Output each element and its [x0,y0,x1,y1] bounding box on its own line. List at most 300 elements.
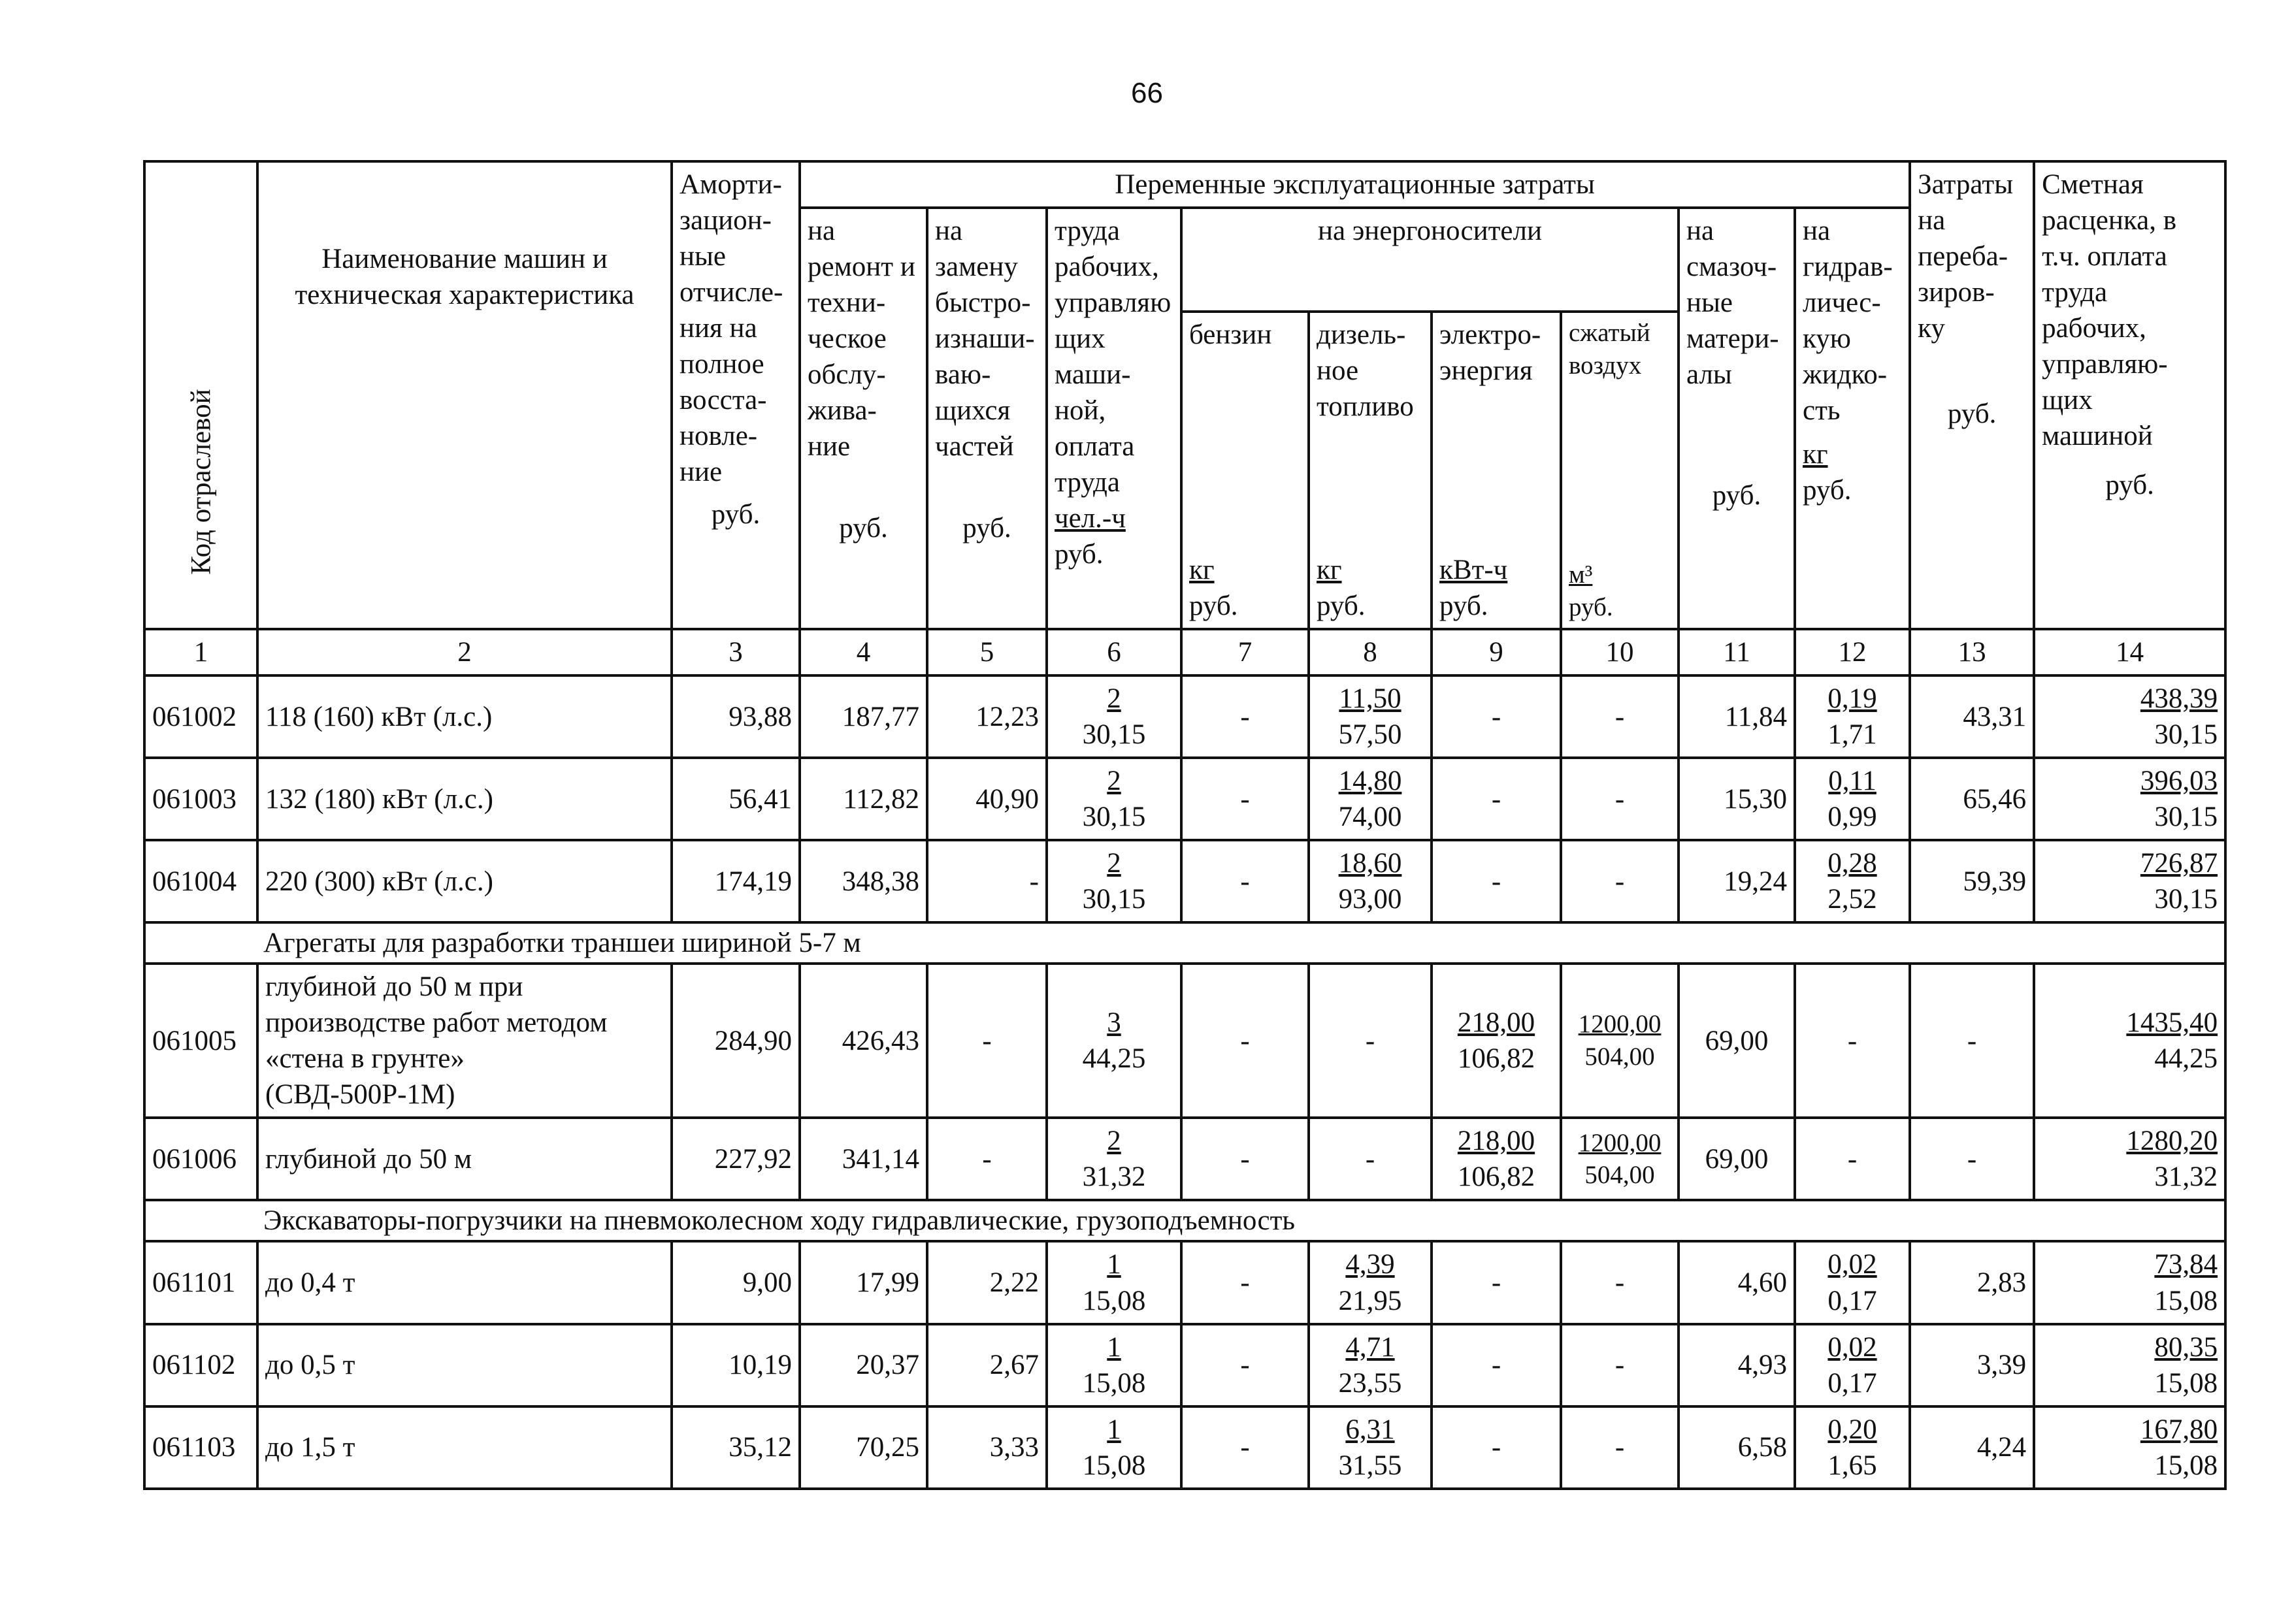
header-line: труда [1055,216,1121,247]
cell-diesel: - [1309,964,1432,1118]
cell-amortization: 227,92 [672,1118,800,1200]
cell-estimate [2034,1241,2225,1324]
cell-estimate-top: 80,35 [2154,1331,2218,1363]
cell-diesel [1309,840,1432,922]
header-line: ные [1686,287,1733,319]
cell-hydro-bottom: 0,17 [1827,1285,1877,1316]
cell-electric: - [1432,675,1561,758]
header-line: обслу- [808,359,886,391]
cell-estimate-bottom: 15,08 [2154,1367,2218,1399]
cell-hydro [1795,1241,1910,1324]
cell-labor-bottom: 15,08 [1082,1450,1146,1481]
header-line: быстро- [935,287,1031,319]
cell-electric-bottom: 106,82 [1457,1043,1535,1075]
cell-lube: 69,00 [1679,1118,1795,1200]
cell-hydro-bottom: 1,65 [1827,1450,1877,1481]
cell-code: 061102 [144,1324,257,1406]
cell-name: 118 (160) кВт (л.с.) [257,675,672,758]
cell-estimate-bottom: 31,32 [2154,1161,2218,1193]
cell-labor-top: 1 [1107,1331,1121,1363]
header-line: маши- [1055,359,1131,391]
gasoline-unit-top: кг [1189,554,1215,585]
section-row [144,1200,2225,1241]
relocation-lines [1918,167,2026,346]
cell-estimate [2034,1324,2225,1406]
cell-amortization: 9,00 [672,1241,800,1324]
cell-gasoline: - [1181,1324,1309,1406]
cell-amortization: 56,41 [672,758,800,840]
header-line: щихся [935,395,1011,427]
page-number: 66 [1131,77,1163,109]
gasoline-label: бензин [1189,319,1272,350]
cell-repair: 348,38 [800,840,927,922]
header-labor [1047,208,1181,629]
header-line: личес- [1803,287,1881,319]
cell-labor-bottom: 31,32 [1082,1161,1146,1193]
cell-air: - [1561,840,1679,922]
header-line: кую [1803,323,1851,355]
header-repair [800,208,927,629]
table-row [144,1324,2225,1406]
amort-lines [680,167,792,490]
header-line: рабочих, [1055,252,1159,283]
lube-lines [1686,213,1787,393]
repair-lines [808,213,919,464]
name-line: производстве работ методом [265,1007,608,1039]
header-line: ку [1918,313,1945,344]
cell-repair: 341,14 [800,1118,927,1200]
repair-unit: руб. [839,513,888,544]
cell-estimate-top: 396,03 [2140,766,2218,797]
header-line: щих [1055,323,1106,355]
cell-repair: 187,77 [800,675,927,758]
cell-code: 061002 [144,675,257,758]
cell-estimate [2034,1118,2225,1200]
column-number: 4 [800,629,927,675]
hydro-lines [1803,213,1902,429]
header-line: сть [1803,395,1841,427]
cell-diesel-top: 14,80 [1338,766,1402,797]
cell-lube: 4,60 [1679,1241,1795,1324]
cell-electric: - [1432,1324,1561,1406]
cell-labor-bottom: 15,08 [1082,1367,1146,1399]
header-line: смазоч- [1686,252,1777,283]
header-line: алы [1686,359,1732,391]
cell-diesel-top: 6,31 [1345,1414,1395,1445]
header-line: на [935,216,963,247]
cell-name: до 0,4 т [257,1241,672,1324]
header-line: на [808,216,836,247]
cell-relocation: 59,39 [1910,840,2034,922]
cell-electric-top: 218,00 [1457,1126,1535,1157]
table-row [144,675,2225,758]
header-line: воздух [1569,351,1642,380]
cell-air: - [1561,675,1679,758]
cell-hydro-bottom: 0,99 [1827,802,1877,833]
cell-diesel [1309,758,1432,840]
cell-electric: - [1432,1406,1561,1489]
cell-repair: 70,25 [800,1406,927,1489]
header-line: замену [935,252,1018,283]
diesel-unit-bot: руб. [1317,590,1366,621]
cell-air: - [1561,1324,1679,1406]
cell-estimate [2034,840,2225,922]
cell-air: - [1561,1406,1679,1489]
header-line: жива- [808,395,877,427]
header-energy: на энергоносители [1181,208,1679,312]
labor-unit-top: чел.-ч [1055,503,1126,534]
header-line: матери- [1686,323,1779,355]
cell-air-bottom: 504,00 [1584,1161,1655,1190]
cell-estimate-bottom: 30,15 [2154,884,2218,915]
section-title: Экскаваторы-погрузчики на пневмоколесном ходу гидравлические, грузоподъемность [144,1200,2225,1241]
cell-name: до 0,5 т [257,1324,672,1406]
header-line: дизель- [1317,319,1406,350]
cell-diesel: - [1309,1118,1432,1200]
cell-labor [1047,1406,1181,1489]
header-diesel [1309,312,1432,629]
cell-lube: 4,93 [1679,1324,1795,1406]
cell-hydro-top: 0,28 [1827,848,1877,879]
header-line: восста- [680,385,767,416]
column-number: 12 [1795,629,1910,675]
header-line: энергия [1439,355,1533,387]
header-line: зацион- [680,205,772,236]
cell-labor-top: 2 [1107,1126,1121,1157]
column-number: 3 [672,629,800,675]
cell-lube: 69,00 [1679,964,1795,1118]
header-air [1561,312,1679,629]
header-line: Сметная [2042,169,2144,200]
cell-parts: - [927,840,1047,922]
cell-parts: 40,90 [927,758,1047,840]
cell-relocation: 2,83 [1910,1241,2034,1324]
cell-lube: 6,58 [1679,1406,1795,1489]
header-line: отчисле- [680,277,783,308]
cell-relocation: 4,24 [1910,1406,2034,1489]
estimate-lines [2042,167,2218,454]
estimate-unit: руб. [2105,470,2154,501]
cell-amortization: 284,90 [672,964,800,1118]
cell-diesel-bottom: 21,95 [1338,1285,1402,1316]
cell-name [257,1118,672,1200]
cell-labor [1047,1118,1181,1200]
header-line: частей [935,431,1014,463]
cell-hydro: - [1795,964,1910,1118]
cell-parts: - [927,964,1047,1118]
header-name: Наименование машин и техническая характеристика [257,161,672,629]
cell-amortization: 35,12 [672,1406,800,1489]
column-number: 11 [1679,629,1795,675]
header-line: оплата [1055,431,1135,463]
header-electric [1432,312,1561,629]
cell-diesel [1309,1324,1432,1406]
diesel-lines [1317,317,1424,425]
cell-estimate-top: 726,87 [2140,848,2218,879]
electric-unit-bot: руб. [1439,590,1488,621]
cell-estimate-bottom: 44,25 [2154,1043,2218,1075]
cell-gasoline: - [1181,1406,1309,1489]
column-number: 14 [2034,629,2225,675]
cell-diesel-bottom: 57,50 [1338,719,1402,751]
cell-labor [1047,675,1181,758]
header-relocation [1910,161,2034,629]
header-hydro [1795,208,1910,629]
cell-parts: 3,33 [927,1406,1047,1489]
cell-hydro [1795,1406,1910,1489]
cell-diesel-bottom: 23,55 [1338,1367,1402,1399]
header-line: ные [680,241,726,272]
header-line: управляю [1055,287,1172,319]
column-number: 1 [144,629,257,675]
cell-parts: 2,22 [927,1241,1047,1324]
header-line: полное [680,349,764,380]
cell-parts: - [927,1118,1047,1200]
header-code: Код отраслевой [144,161,257,629]
cell-air-top: 1200,00 [1578,1010,1662,1039]
cell-air [1561,1118,1679,1200]
header-line: щих [2042,385,2093,416]
cell-gasoline: - [1181,1241,1309,1324]
cell-hydro-top: 0,02 [1827,1331,1877,1363]
header-line: машиной [2042,421,2153,452]
cell-diesel [1309,1241,1432,1324]
cell-parts: 12,23 [927,675,1047,758]
cell-repair: 17,99 [800,1241,927,1324]
cell-name [257,964,672,1118]
header-line: сжатый [1569,319,1650,347]
cell-labor-top: 3 [1107,1007,1121,1039]
cell-lube: 11,84 [1679,675,1795,758]
header-line: ние [680,457,723,488]
cell-amortization: 174,19 [672,840,800,922]
cell-estimate [2034,1406,2225,1489]
machine-cost-table [143,160,2227,1490]
cell-relocation: 65,46 [1910,758,2034,840]
header-line: ной, [1055,395,1106,427]
cell-diesel-bottom: 31,55 [1338,1450,1402,1481]
column-number: 6 [1047,629,1181,675]
header-line: на [1803,216,1831,247]
header-line: труда [2042,277,2108,308]
table-row [144,1118,2225,1200]
cell-diesel-top: 4,71 [1345,1331,1395,1363]
header-line: жидко- [1803,359,1888,391]
header-line: рабочих, [2042,313,2146,344]
header-line: переба- [1918,241,2008,272]
cell-diesel-top: 11,50 [1339,683,1401,715]
header-amortization [672,161,800,629]
table-row [144,1241,2225,1324]
column-number: 7 [1181,629,1309,675]
column-number: 10 [1561,629,1679,675]
cell-amortization: 10,19 [672,1324,800,1406]
header-line: ческое [808,323,887,355]
cell-estimate-bottom: 15,08 [2154,1450,2218,1481]
cell-hydro-top: 0,20 [1827,1414,1877,1445]
cell-gasoline: - [1181,758,1309,840]
cell-diesel-top: 18,60 [1338,848,1402,879]
table-row [144,840,2225,922]
cell-estimate-bottom: 30,15 [2154,802,2218,833]
header-row-1 [144,161,2225,208]
header-line: новле- [680,421,758,452]
cell-gasoline: - [1181,1118,1309,1200]
table-row [144,964,2225,1118]
cell-diesel [1309,675,1432,758]
table-row [144,1406,2225,1489]
header-line: зиров- [1918,277,1995,308]
header-line: расценка, в [2042,205,2177,236]
electric-unit-top: кВт-ч [1439,554,1508,585]
header-variable-costs: Переменные эксплуатационные затраты [800,161,1910,208]
cell-hydro-top: 0,02 [1827,1249,1877,1280]
cell-relocation: 43,31 [1910,675,2034,758]
cell-air-top: 1200,00 [1578,1128,1662,1157]
cell-repair: 426,43 [800,964,927,1118]
column-number: 8 [1309,629,1432,675]
header-lube [1679,208,1795,629]
header-gasoline [1181,312,1309,629]
cell-estimate [2034,675,2225,758]
column-number: 13 [1910,629,2034,675]
cell-labor [1047,964,1181,1118]
cell-electric-top: 218,00 [1457,1007,1535,1039]
hydro-unit-top: кг [1803,439,1828,470]
electric-lines [1439,317,1553,389]
cell-hydro-bottom: 1,71 [1827,719,1877,751]
cell-estimate-top: 167,80 [2140,1414,2218,1445]
cell-estimate-top: 73,84 [2154,1249,2218,1280]
air-unit-bot: руб. [1569,593,1613,622]
relocation-unit: руб. [1947,398,1997,430]
cell-hydro-bottom: 0,17 [1827,1367,1877,1399]
cell-air: - [1561,758,1679,840]
cell-code: 061103 [144,1406,257,1489]
cell-lube: 15,30 [1679,758,1795,840]
cell-labor-bottom: 15,08 [1082,1285,1146,1316]
column-numbers-row [144,629,2225,675]
cell-hydro-top: 0,11 [1828,766,1876,797]
cell-diesel [1309,1406,1432,1489]
cell-gasoline: - [1181,840,1309,922]
header-line: ние [808,431,851,463]
lube-unit: руб. [1712,480,1761,512]
header-line: ремонт и [808,252,915,283]
cell-estimate-bottom: 15,08 [2154,1285,2218,1316]
labor-lines [1055,213,1173,500]
cell-name: 220 (300) кВт (л.с.) [257,840,672,922]
cell-electric: - [1432,758,1561,840]
section-title: Агрегаты для разработки траншеи шириной 5-7 м [144,922,2225,964]
cell-hydro [1795,758,1910,840]
parts-lines [935,213,1039,464]
amort-unit: руб. [711,499,761,530]
cell-relocation: - [1910,1118,2034,1200]
cell-estimate-top: 1435,40 [2126,1007,2218,1039]
cell-labor [1047,840,1181,922]
cell-amortization: 93,88 [672,675,800,758]
cell-repair: 20,37 [800,1324,927,1406]
cell-electric [1432,1118,1561,1200]
cell-labor [1047,1241,1181,1324]
header-line: ное [1317,355,1359,387]
cell-labor-top: 1 [1107,1249,1121,1280]
header-line: на [1686,216,1714,247]
header-line: изнаши- [935,323,1035,355]
column-number: 5 [927,629,1047,675]
cell-labor-top: 2 [1107,848,1121,879]
cell-code: 061005 [144,964,257,1118]
cell-labor-top: 1 [1107,1414,1121,1445]
column-number: 2 [257,629,672,675]
name-line: глубиной до 50 м [265,1143,472,1175]
cell-air: - [1561,1241,1679,1324]
air-lines [1569,317,1671,382]
cell-diesel-bottom: 93,00 [1338,884,1402,915]
cell-labor-bottom: 30,15 [1082,719,1146,751]
header-line: топливо [1317,391,1414,423]
cell-lube: 19,24 [1679,840,1795,922]
gasoline-unit-bot: руб. [1189,590,1238,621]
header-line: ваю- [935,359,991,391]
cell-labor-bottom: 44,25 [1082,1043,1146,1075]
cell-repair: 112,82 [800,758,927,840]
cell-electric [1432,964,1561,1118]
name-line: «стена в грунте» [265,1043,465,1075]
header-line: управляю- [2042,349,2168,380]
header-line: т.ч. оплата [2042,241,2167,272]
cell-diesel-top: 4,39 [1345,1249,1395,1280]
cell-electric: - [1432,840,1561,922]
cell-code: 061101 [144,1241,257,1324]
header-line: Аморти- [680,169,782,200]
header-line: техни- [808,287,886,319]
cell-hydro-top: 0,19 [1827,683,1877,715]
cell-air-bottom: 504,00 [1584,1043,1655,1071]
cell-labor-bottom: 30,15 [1082,884,1146,915]
cell-hydro [1795,840,1910,922]
header-line: Затраты [1918,169,2014,200]
air-unit-top: м³ [1569,560,1593,589]
header-line: на [1918,205,1946,236]
header-line: гидрав- [1803,252,1893,283]
header-estimate [2034,161,2225,629]
cell-labor-top: 2 [1107,683,1121,715]
cell-hydro: - [1795,1118,1910,1200]
cell-code: 061006 [144,1118,257,1200]
section-row [144,922,2225,964]
cell-estimate [2034,964,2225,1118]
parts-unit: руб. [962,513,1011,544]
labor-unit-bot: руб. [1055,539,1104,570]
diesel-unit-top: кг [1317,554,1342,585]
cell-relocation: - [1910,964,2034,1118]
header-line: труда [1055,467,1121,498]
cell-hydro-bottom: 2,52 [1827,884,1877,915]
column-number: 9 [1432,629,1561,675]
cell-labor [1047,1324,1181,1406]
cell-gasoline: - [1181,964,1309,1118]
cell-diesel-bottom: 74,00 [1338,802,1402,833]
cell-estimate-top: 1280,20 [2126,1126,2218,1157]
cell-hydro [1795,1324,1910,1406]
cell-relocation: 3,39 [1910,1324,2034,1406]
hydro-unit-bot: руб. [1803,475,1852,506]
cell-name: до 1,5 т [257,1406,672,1489]
cell-hydro [1795,675,1910,758]
cell-code: 061003 [144,758,257,840]
